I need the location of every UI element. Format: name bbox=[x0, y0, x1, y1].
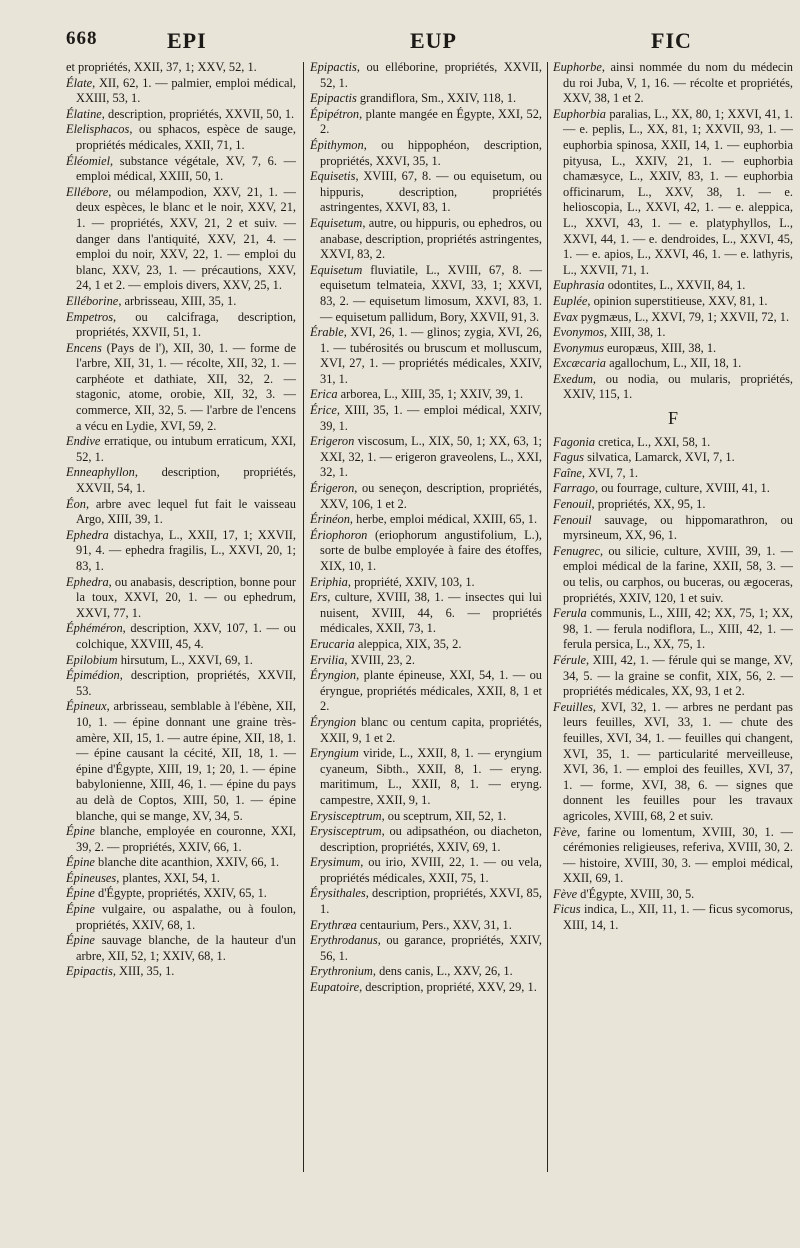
entry-term: Erysimum bbox=[310, 855, 361, 870]
entry-references: , XVI, 26, 1. — glinos; zygia, XVI, 26, 1. — tubérosités ou bruscum et molluscum, XVI, 27, 1. — propriétés médicales, XXIV, 31, 1. bbox=[320, 325, 542, 386]
entry-references: , plante mangée en Égypte, XXI, 52, 2. bbox=[320, 106, 542, 137]
index-entry bbox=[66, 107, 296, 123]
index-entry bbox=[310, 575, 542, 591]
index-entry bbox=[310, 746, 542, 808]
entry-references: , ou silicie, culture, XVIII, 39, 1. — emploi médical de la farine, XXII, 58, 3. — ou telis, ou carphos, ou buceras, ou ægoceras, propriétés, XXIV, 120, 1 et suiv. bbox=[563, 543, 793, 605]
entry-term: Erythronium bbox=[310, 964, 373, 979]
index-entry bbox=[310, 325, 542, 387]
index-entry bbox=[310, 387, 542, 403]
entry-references: , ou mélampodion, XXV, 21, 1. — deux espèces, le blanc et le noir, XXV, 21, 1. — propriétés, XXV, 21, 2 et suiv. — danger dans l'antiquité, XXV, 21, 4. — emploi du noir, XXV, 22, 1. — emploi du blanc, XXV, 23, 1. — précautions, XXV, 24, 1 et 2. — emplois divers, XXV, 25, 1. bbox=[76, 184, 296, 293]
entry-term: Épimédion bbox=[66, 668, 120, 683]
entry-references: , description, XXV, 107, 1. — ou colchique, XXVIII, 45, 4. bbox=[76, 621, 296, 651]
entry-references: indica, L., XII, 11, 1. — ficus sycomorus, XIII, 14, 1. bbox=[563, 902, 793, 933]
entry-term: Epipactis bbox=[66, 964, 113, 979]
entry-term: Fagonia bbox=[553, 434, 595, 449]
entry-term: Ephedra bbox=[66, 574, 109, 589]
entry-references: , ainsi nommée du nom du médecin du roi Juba, V, 1, 16. — récolte et propriétés, XXV, 38, 1 et 2. bbox=[563, 60, 793, 106]
index-entry bbox=[66, 964, 296, 980]
index-entry bbox=[553, 356, 793, 372]
index-entry bbox=[66, 465, 296, 496]
header-left-keyword: EPI bbox=[167, 28, 207, 53]
entry-term: Épipétron bbox=[310, 106, 360, 121]
entry-term: Eupatoire bbox=[310, 980, 360, 995]
index-entry bbox=[66, 886, 296, 902]
index-entry bbox=[553, 450, 793, 466]
column-divider bbox=[547, 62, 548, 1172]
index-entry bbox=[553, 107, 793, 279]
entry-references: communis, L., XIII, 42; XX, 75, 1; XX, 98, 1. — ferula nodiflora, L., XIII, 42, 1. — ferula persica, L., XX, 75, 1. bbox=[563, 606, 793, 652]
entry-term: Evonymus bbox=[553, 340, 604, 355]
entry-term: Éphéméron bbox=[66, 621, 123, 636]
entry-references: blanc ou centum capita, propriétés, XXII, 9, 1 et 2. bbox=[320, 714, 542, 745]
entry-references: , ou sceptrum, XII, 52, 1. bbox=[381, 808, 507, 823]
entry-term: Fève bbox=[553, 886, 578, 901]
entry-term: Férule bbox=[553, 652, 587, 667]
entry-references: , description, propriétés, XXVII, 50, 1. bbox=[101, 106, 295, 121]
entry-term: Ellébore bbox=[66, 184, 109, 199]
entry-references: sauvage blanche, de la hauteur d'un arbre, XII, 52, 1; XXIV, 68, 1. bbox=[76, 933, 296, 963]
index-column-1 bbox=[66, 60, 296, 1240]
entry-term: Erysisceptrum bbox=[310, 808, 382, 823]
entry-term: Épineuses bbox=[66, 870, 117, 885]
index-entry bbox=[553, 278, 793, 294]
entry-term: Épine bbox=[66, 824, 95, 839]
entry-references: sauvage, ou hippomarathron, ou myrsineum, XX, 96, 1. bbox=[563, 512, 793, 543]
index-entry bbox=[310, 138, 542, 169]
index-entry bbox=[553, 902, 793, 933]
index-entry bbox=[66, 154, 296, 185]
entry-term: Érable bbox=[310, 325, 344, 340]
index-entry bbox=[553, 60, 793, 107]
entry-references: d'Égypte, XVIII, 30, 5. bbox=[577, 886, 695, 901]
index-entry bbox=[553, 497, 793, 513]
entry-references: cretica, L., XXI, 58, 1. bbox=[595, 434, 711, 449]
index-entry bbox=[66, 621, 296, 652]
entry-term: Erucaria bbox=[310, 636, 355, 651]
index-entry bbox=[553, 481, 793, 497]
index-entry bbox=[310, 481, 542, 512]
entry-term: Éryngion bbox=[310, 668, 357, 683]
entry-references: viride, L., XXII, 8, 1. — eryngium cyaneum, Sibth., XXII, 8, 1. — eryng. maritimum, L., XXII, 8, 1. — eryng. campestre, XXII, 9, 1. bbox=[320, 746, 542, 807]
index-entry bbox=[310, 403, 542, 434]
index-column-2 bbox=[310, 60, 542, 1240]
entry-references: vulgaire, ou aspalathe, ou à foulon, propriétés, XXIV, 68, 1. bbox=[76, 902, 296, 932]
index-entry bbox=[66, 871, 296, 887]
entry-references: , ou adipsathéon, ou diacheton, description, propriétés, XXIV, 69, 1. bbox=[320, 824, 542, 854]
index-entry bbox=[66, 855, 296, 871]
entry-references: , opinion superstitieuse, XXV, 81, 1. bbox=[587, 293, 768, 308]
index-entry bbox=[310, 434, 542, 481]
entry-term: Fenugrec bbox=[553, 543, 601, 558]
page-number: 668 bbox=[66, 28, 98, 49]
index-entry bbox=[310, 107, 542, 138]
entry-references: , ou calcifraga, description, propriétés, XXVII, 51, 1. bbox=[76, 309, 296, 340]
entry-references: , dens canis, L., XXV, 26, 1. bbox=[372, 964, 513, 979]
entry-term: Éon bbox=[66, 496, 86, 511]
entry-references: et propriétés, XXII, 37, 1; XXV, 52, 1. bbox=[66, 60, 257, 74]
entry-term: Enneaphyllon bbox=[66, 465, 135, 480]
entry-term: Euphorbe bbox=[553, 60, 602, 74]
entry-references: , XIII, 35, 1. bbox=[112, 964, 175, 979]
entry-references: , description, propriétés, XXVII, 54, 1. bbox=[76, 465, 296, 496]
entry-term: Érysithales bbox=[310, 886, 366, 901]
index-entry bbox=[310, 886, 542, 917]
index-entry bbox=[66, 434, 296, 465]
entry-references: , autre, ou hippuris, ou ephedros, ou anabase, description, propriétés astringentes, XXVI, 83, 2. bbox=[320, 215, 542, 262]
index-column-3 bbox=[553, 60, 793, 1240]
index-entry bbox=[310, 91, 542, 107]
entry-references: , XIII, 42, 1. — férule qui se mange, XV, 34, 5. — la graine se confit, XIX, 56, 2. — propriétés médicales, XX, 93, 1 et 2. bbox=[563, 652, 793, 699]
entry-references: fluviatile, L., XVIII, 67, 8. — equisetum telmateia, XXVI, 33, 1; XXVI, 83, 2. — equisetum limosum, XXVI, 83, 1. — equisetum pallidum, Bory, XXVII, 91, 3. bbox=[320, 262, 542, 324]
entry-term: Élate bbox=[66, 75, 93, 90]
entry-term: Eryngium bbox=[310, 746, 359, 761]
column-divider bbox=[303, 62, 304, 1172]
index-entry bbox=[553, 310, 793, 326]
entry-term: Euphrasia bbox=[553, 278, 605, 293]
entry-references: (eriophorum angustifolium, L.), sorte de bulbe employée à faire des étoffes, XIX, 10, 1. bbox=[320, 527, 542, 573]
index-entry bbox=[66, 824, 296, 855]
entry-term: Equisetum bbox=[310, 215, 363, 230]
index-entry bbox=[310, 980, 542, 996]
entry-term: Ers bbox=[310, 590, 328, 605]
entry-references: , ou irio, XVIII, 22, 1. — ou vela, propriétés médicales, XXII, 75, 1. bbox=[320, 855, 542, 885]
entry-references: , substance végétale, XV, 7, 6. — emploi médical, XXIII, 50, 1. bbox=[76, 153, 296, 184]
entry-references: , herbe, emploi médical, XXIII, 65, 1. bbox=[349, 512, 538, 527]
entry-term: Encens bbox=[66, 340, 102, 355]
header-right-keyword: FIC bbox=[651, 28, 692, 53]
index-entry bbox=[310, 855, 542, 886]
entry-term: Fenouil bbox=[553, 512, 592, 527]
entry-references: , ou sphacos, espèce de sauge, propriétés médicales, XXII, 71, 1. bbox=[76, 122, 296, 152]
entry-references: paralias, L., XX, 80, 1; XXVI, 41, 1. — e. peplis, L., XX, 81, 1; XXVII, 93, 1. — euphorbia spinosa, XXII, 14, 1. — euphorbia pityusa, L., XXIV, 21, 1. — euphorbia chamæsyce, L., XXIV, 83, 1. — euphorbia officinarum, L., XXV, 38, 1. — e. helioscopia, L., XXVI, 42, 1. — e. aleppica, L., XXVI, 43, 1. — e. platyphyllos, L., XXVI, 44, 1. — e. dendroides, L., XXVI, 45, 1. — e. apios, L., XXVI, 46, 1. — e. lathyris, L., XXVII, 71, 1. bbox=[563, 106, 793, 277]
index-entry bbox=[553, 887, 793, 903]
entry-term: Épine bbox=[66, 855, 95, 870]
index-entry bbox=[310, 169, 542, 216]
entry-term: Ériophoron bbox=[310, 527, 368, 542]
entry-term: Faîne bbox=[553, 465, 582, 480]
entry-references: , ou garance, propriétés, XXIV, 56, 1. bbox=[320, 933, 542, 963]
entry-references: , ou seneçon, description, propriétés, XXV, 106, 1 et 2. bbox=[320, 481, 542, 511]
index-entry bbox=[66, 122, 296, 153]
entry-references: , XII, 62, 1. — palmier, emploi médical, XXIII, 53, 1. bbox=[76, 75, 296, 106]
index-entry bbox=[553, 653, 793, 700]
index-entry bbox=[553, 294, 793, 310]
entry-references: aleppica, XIX, 35, 2. bbox=[354, 636, 462, 651]
entry-references: grandiflora, Sm., XXIV, 118, 1. bbox=[356, 91, 517, 106]
entry-term: Ferula bbox=[553, 606, 587, 621]
entry-term: Epilobium bbox=[66, 652, 118, 667]
entry-references: arborea, L., XIII, 35, 1; XXIV, 39, 1. bbox=[337, 387, 524, 402]
index-entry bbox=[66, 60, 296, 76]
index-entry bbox=[553, 435, 793, 451]
entry-references: , ou elléborine, propriétés, XXVII, 52, 1. bbox=[320, 60, 542, 90]
entry-references: , XVIII, 23, 2. bbox=[344, 652, 415, 667]
entry-references: , arbrisseau, semblable à l'ébène, XII, 10, 1. — épine donnant une graine très-amère, XII, 15, 1. — autre épine, XII, 18, 1. — épine causant la cécité, XII, 18, 1. — épine d'Égypte, XIII, 19, 1; 20, 1. — épine babylonienne, XIII, 46, 1. — épine du pays au delà de Coptos, XIII, 50, 1. — épine blanche, qui se mange, XV, 34, 5. bbox=[76, 699, 296, 823]
entry-references: viscosum, L., XIX, 50, 1; XX, 63, 1; XXI, 32, 1. — erigeron graveolens, L., XXI, 32, 1. bbox=[320, 434, 542, 480]
entry-term: Épine bbox=[66, 886, 95, 901]
index-entry bbox=[310, 528, 542, 575]
index-entry bbox=[66, 699, 296, 824]
entry-term: Equisetum bbox=[310, 262, 363, 277]
index-entry bbox=[66, 185, 296, 294]
entry-term: Elelisphacos bbox=[66, 122, 130, 137]
entry-references: europæus, XIII, 38, 1. bbox=[603, 340, 717, 355]
entry-references: , XVIII, 67, 8. — ou equisetum, ou hippuris, description, propriétés astringentes, XXVI, 83, 1. bbox=[320, 169, 542, 215]
entry-references: erratique, ou intubum erraticum, XXI, 52, 1. bbox=[76, 434, 296, 464]
entry-term: Fenouil bbox=[553, 497, 592, 512]
index-entry bbox=[553, 606, 793, 653]
entry-references: pygmæus, L., XXVI, 79, 1; XXVII, 72, 1. bbox=[577, 309, 790, 324]
header-center-keyword: EUP bbox=[410, 28, 457, 53]
index-entry bbox=[310, 637, 542, 653]
entry-term: Érice bbox=[310, 403, 337, 418]
index-entry bbox=[310, 653, 542, 669]
index-entry bbox=[553, 825, 793, 887]
entry-references: odontites, L., XXVII, 84, 1. bbox=[604, 278, 746, 293]
index-entry bbox=[66, 575, 296, 622]
index-entry bbox=[553, 341, 793, 357]
index-entry bbox=[66, 668, 296, 699]
entry-references: , propriétés, XX, 95, 1. bbox=[591, 497, 706, 512]
running-header bbox=[0, 28, 800, 58]
index-entry bbox=[553, 466, 793, 482]
entry-references: , XIII, 38, 1. bbox=[603, 325, 666, 340]
index-entry bbox=[553, 325, 793, 341]
entry-term: Érinéon bbox=[310, 512, 350, 527]
entry-term: Feuilles bbox=[553, 699, 593, 714]
entry-references: silvatica, Lamarck, XVI, 7, 1. bbox=[583, 450, 735, 465]
entry-term: Epipactis bbox=[310, 60, 357, 74]
entry-references: , plantes, XXI, 54, 1. bbox=[116, 870, 220, 885]
entry-references: , ou fourrage, culture, XVIII, 41, 1. bbox=[595, 481, 770, 496]
entry-references: , description, propriété, XXV, 29, 1. bbox=[359, 980, 537, 995]
entry-term: Euphorbia bbox=[553, 106, 607, 121]
index-entry bbox=[66, 933, 296, 964]
entry-term: Élatine bbox=[66, 106, 102, 121]
entry-references: blanche dite acanthion, XXIV, 66, 1. bbox=[94, 855, 280, 870]
entry-references: , arbrisseau, XIII, 35, 1. bbox=[118, 293, 237, 308]
index-entry bbox=[310, 60, 542, 91]
index-entry bbox=[310, 715, 542, 746]
entry-references: , arbre avec lequel fut fait le vaisseau Argo, XIII, 39, 1. bbox=[76, 496, 296, 527]
entry-term: Ficus bbox=[553, 902, 581, 917]
index-entry bbox=[553, 544, 793, 606]
entry-references: , description, propriétés, XXVII, 53. bbox=[76, 668, 296, 698]
entry-references: , ou anabasis, description, bonne pour la toux, XXVI, 20, 1. — ou ephedrum, XXVI, 77, 1. bbox=[76, 574, 296, 620]
index-entry bbox=[553, 700, 793, 825]
index-entry bbox=[66, 294, 296, 310]
index-entry bbox=[553, 513, 793, 544]
index-entry bbox=[66, 653, 296, 669]
entry-references: , XVI, 7, 1. bbox=[581, 465, 639, 480]
entry-term: Épithymon bbox=[310, 137, 364, 152]
index-entry bbox=[310, 668, 542, 715]
index-entry bbox=[66, 341, 296, 435]
index-entry bbox=[310, 933, 542, 964]
index-entry bbox=[66, 76, 296, 107]
entry-term: Éryngion bbox=[310, 714, 357, 729]
entry-term: Fagus bbox=[553, 450, 584, 465]
index-entry bbox=[66, 310, 296, 341]
entry-term: Empetros bbox=[66, 309, 114, 324]
index-entry bbox=[310, 918, 542, 934]
entry-references: hirsutum, L., XXVI, 69, 1. bbox=[117, 652, 253, 667]
entry-references: , farine ou lomentum, XVIII, 30, 1. — cérémonies religieuses, referiva, XVIII, 30, 2. — histoire, XVIII, 30, 3. — emploi médical, XXII, 69, 1. bbox=[563, 824, 793, 886]
entry-references: d'Égypte, propriétés, XXIV, 65, 1. bbox=[94, 886, 267, 901]
index-entry bbox=[310, 216, 542, 263]
index-entry bbox=[66, 902, 296, 933]
entry-term: Érigeron bbox=[310, 481, 355, 496]
index-entry bbox=[553, 372, 793, 403]
entry-term: Excæcaria bbox=[553, 356, 606, 371]
entry-references: , XVI, 32, 1. — arbres ne perdant pas leurs feuilles, XVI, 33, 1. — chute des feuilles, XVI, 34, 1. — feuilles qui changent, XVI, 35, 1. — particularité merveilleuse, XVI, 36, 1. — emploi des feuilles, XVI, 37, 1. — forme, XVI, 38, 6. — signes que donnent les feuilles pour les travaux agricoles, XVIII, 68, 2 et suiv. bbox=[563, 699, 793, 823]
index-entry bbox=[310, 809, 542, 825]
entry-term: Epipactis bbox=[310, 91, 357, 106]
entry-term: Evax bbox=[553, 309, 578, 324]
entry-references: agallochum, L., XII, 18, 1. bbox=[606, 356, 742, 371]
index-entry bbox=[310, 964, 542, 980]
section-letter-heading: F bbox=[667, 408, 678, 429]
entry-term: Fève bbox=[553, 824, 578, 839]
index-entry bbox=[66, 528, 296, 575]
entry-references: distachya, L., XXII, 17, 1; XXVII, 91, 4. — ephedra fragilis, L., XXVI, 20, 1; 83, 1. bbox=[76, 527, 296, 573]
entry-term: Éléomiel bbox=[66, 153, 111, 168]
entry-term: Erythræa bbox=[310, 917, 357, 932]
entry-term: Euplée bbox=[553, 293, 588, 308]
index-entry bbox=[310, 263, 542, 325]
entry-term: Ervilia bbox=[310, 652, 345, 667]
entry-references: , culture, XVIII, 38, 1. — insectes qui lui nuisent, XVIII, 44, 6. — propriétés médicales, XXII, 73, 1. bbox=[320, 590, 542, 636]
entry-term: Épine bbox=[66, 902, 95, 917]
index-entry bbox=[310, 512, 542, 528]
entry-references: , ou nodia, ou mularis, propriétés, XXIV, 115, 1. bbox=[563, 371, 793, 402]
entry-term: Erysisceptrum bbox=[310, 824, 382, 839]
entry-term: Épineux bbox=[66, 699, 107, 714]
entry-references: , propriété, XXIV, 103, 1. bbox=[347, 574, 475, 589]
index-entry bbox=[66, 497, 296, 528]
entry-term: Eriphia bbox=[310, 574, 348, 589]
index-entry bbox=[310, 590, 542, 637]
entry-references: , plante épineuse, XXI, 54, 1. — ou éryngue, propriétés médicales, XXII, 8, 1 et 2. bbox=[320, 668, 542, 714]
entry-term: Exedum bbox=[553, 371, 593, 386]
entry-term: Evonymos bbox=[553, 325, 604, 340]
entry-references: , XIII, 35, 1. — emploi médical, XXIV, 39, 1. bbox=[320, 403, 542, 433]
entry-term: Elléborine bbox=[66, 293, 119, 308]
entry-references: , description, propriétés, XXVI, 85, 1. bbox=[320, 886, 542, 917]
entry-references: (Pays de l'), XII, 30, 1. — forme de l'arbre, XII, 31, 1. — récolte, XII, 32, 1. — carphéote et dathiate, XII, 32, 2. — stagonic, atome, orobie, XII, 32, 3. — commerce, XII, 32, 5. — l'arbre de l'encens a vécu en Lydie, XVI, 59, 2. bbox=[76, 340, 296, 433]
entry-term: Ephedra bbox=[66, 527, 109, 542]
entry-term: Erigeron bbox=[310, 434, 355, 449]
entry-term: Erica bbox=[310, 387, 338, 402]
entry-term: Erythrodanus bbox=[310, 933, 378, 948]
entry-references: , ou hippophéon, description, propriétés, XXVI, 35, 1. bbox=[320, 137, 542, 168]
entry-term: Equisetis bbox=[310, 169, 356, 184]
entry-term: Épine bbox=[66, 933, 95, 948]
entry-references: blanche, employée en couronne, XXI, 39, 2. — propriétés, XXIV, 66, 1. bbox=[76, 824, 296, 854]
entry-references: centaurium, Pers., XXV, 31, 1. bbox=[356, 917, 512, 932]
entry-term: Endive bbox=[66, 434, 101, 449]
entry-term: Farrago bbox=[553, 481, 595, 496]
index-entry bbox=[310, 824, 542, 855]
